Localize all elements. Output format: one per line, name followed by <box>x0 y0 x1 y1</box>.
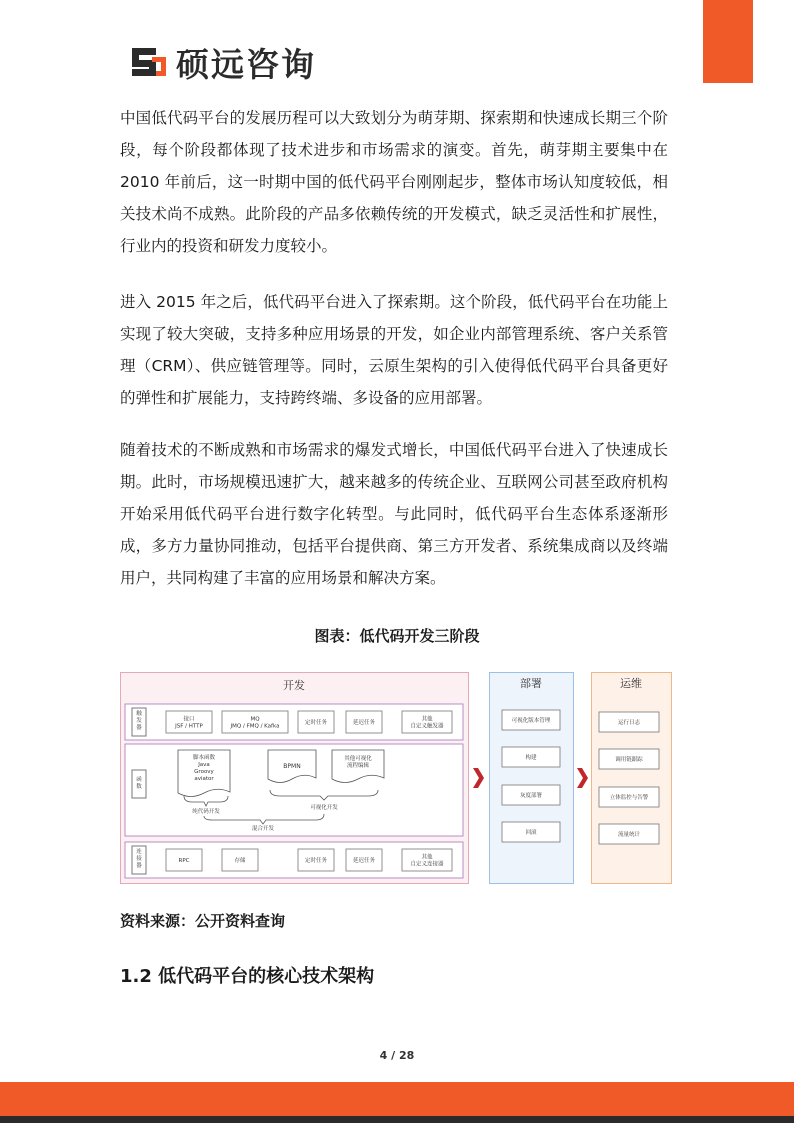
connector-item-label: RPC <box>178 858 190 864</box>
figure-title: 图表：低代码开发三阶段 <box>314 627 480 645</box>
paragraph-2: 进入 2015 年之后，低代码平台进入了探索期。这个阶段，低代码平台在功能上实现了较大突破，支持多种应用场景的开发，如企业内部管理系统、客户关系管理（CRM）、供应链管理等。同时，云原生架构的引入使得低代码平台具备更好的弹性和扩展能力，支持跨终端、多设备的应用部署。 <box>120 293 668 407</box>
brand-logo-icon <box>130 45 168 79</box>
page-number: 4 / 28 <box>379 1049 415 1062</box>
hybrid-dev-label: 混合开发 <box>251 826 275 832</box>
architecture-diagram <box>120 672 672 884</box>
deploy-item-label: 可视化版本管理 <box>511 718 551 724</box>
trigger-item-label: 延迟任务 <box>352 720 376 726</box>
script-function-label: 脚本函数 Java Groovy aviator <box>192 755 216 782</box>
deploy-panel <box>490 673 574 884</box>
footer-accent-bar <box>0 1082 794 1116</box>
footer-dark-bar <box>0 1116 794 1123</box>
bpmn-label: BPMN <box>283 763 301 770</box>
connector-item-label: 定时任务 <box>304 858 328 864</box>
trigger-label: 触发器 <box>136 711 142 731</box>
ops-panel-title: 运维 <box>620 677 642 690</box>
visual-dev-label: 可视化开发 <box>310 805 338 811</box>
ops-item-label: 流量统计 <box>617 832 641 838</box>
pro-code-label: 纯代码开发 <box>192 809 220 815</box>
chevron-right-icon <box>473 768 484 788</box>
connector-item-label: 其他自定义连接器 <box>410 854 444 868</box>
visual-editor-label: 其他可视化流程编辑 <box>344 756 372 769</box>
deploy-item-label: 构建 <box>525 755 537 761</box>
dev-panel-title: 开发 <box>283 679 305 692</box>
ops-item-label: 立体监控与告警 <box>609 795 649 801</box>
paragraph-3: 随着技术的不断成熟和市场需求的爆发式增长，中国低代码平台进入了快速成长期。此时，市场规模迅速扩大，越来越多的传统企业、互联网公司甚至政府机构开始采用低代码平台进行数字化转型。与此同时，低代码平台生态体系逐渐形成，多方力量协同推动，包括平台提供商、第三方开发者、系统集成商以及终端用户，共同构建了丰富的应用场景和解决方案。 <box>120 441 668 587</box>
trigger-item-label: MQ JMQ / FMQ / Kafka <box>230 716 280 730</box>
deploy-item-label: 灰度部署 <box>519 793 543 799</box>
connector-label: 连接器 <box>136 849 142 869</box>
brand-logo <box>130 42 316 82</box>
deploy-item-label: 回滚 <box>525 830 537 836</box>
section-heading: 1.2 低代码平台的核心技术架构 <box>120 966 375 987</box>
ops-item-label: 运行日志 <box>617 720 641 726</box>
chevron-right-icon <box>577 768 588 788</box>
header-accent-block <box>703 0 753 83</box>
connector-item-label: 存储 <box>234 858 246 864</box>
connector-item-label: 延迟任务 <box>352 858 376 864</box>
brand-name: 硕远咨询 <box>176 44 316 84</box>
ops-item-label: 调用链跟踪 <box>615 757 643 763</box>
trigger-item-label: 定时任务 <box>304 720 328 726</box>
trigger-item-label: 接口 JSF / HTTP <box>175 716 203 730</box>
figure-source: 资料来源：公开资料查询 <box>120 912 286 930</box>
deploy-panel-title: 部署 <box>520 677 542 690</box>
trigger-item-label: 其他自定义触发器 <box>410 716 444 730</box>
function-label: 函数 <box>136 777 142 790</box>
paragraph-1: 中国低代码平台的发展历程可以大致划分为萌芽期、探索期和快速成长期三个阶段，每个阶段都体现了技术进步和市场需求的演变。首先，萌芽期主要集中在 2010 年前后，这一时期中国的低代码平台刚刚起步，整体市场认知度较低，相关技术尚不成熟。此阶段的产品多依赖传统的开发模式，缺乏灵活性和扩展性，行业内的投资和研发力度较小。 <box>120 109 668 255</box>
ops-panel <box>592 673 672 884</box>
